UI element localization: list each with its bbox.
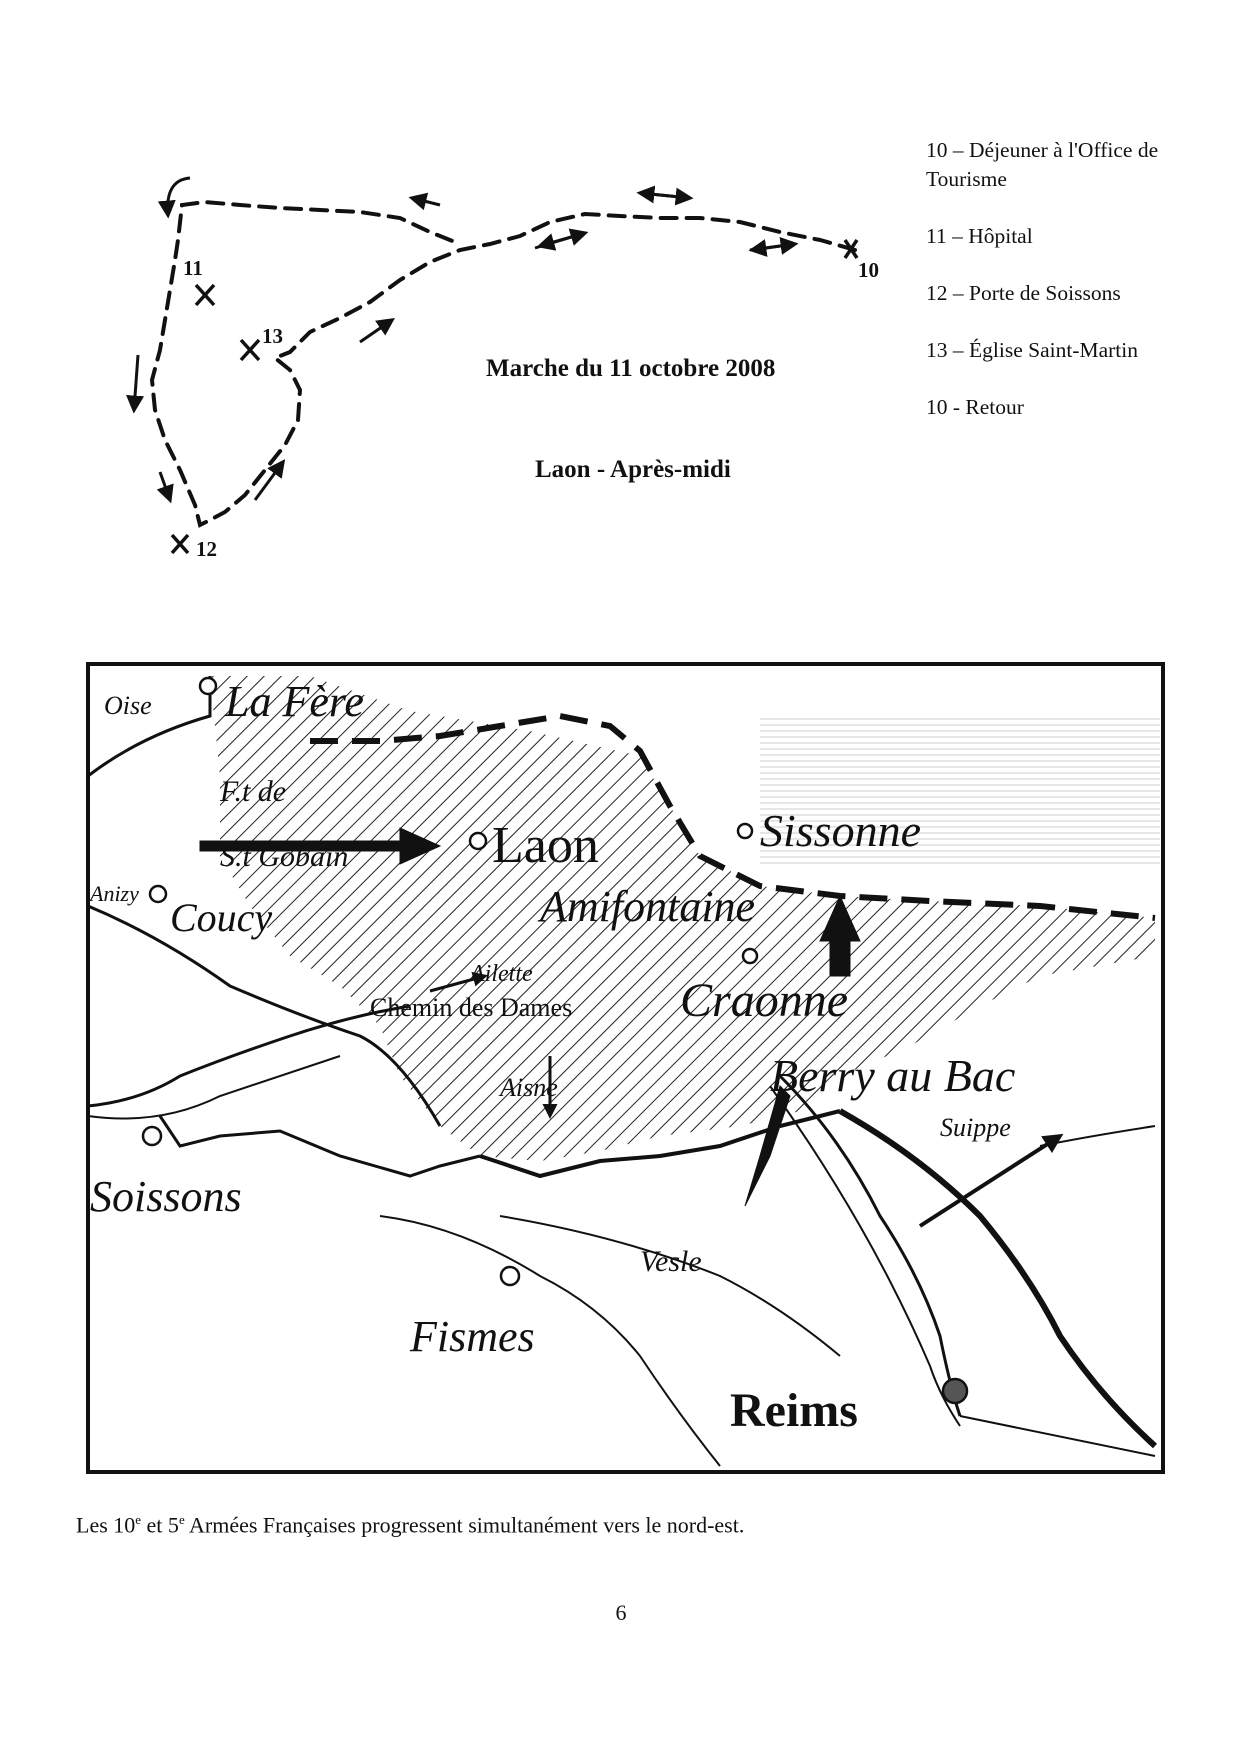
label-aisne: Aisne	[500, 1073, 558, 1102]
caption-mid: et 5	[141, 1512, 179, 1538]
marker-12: 12	[196, 537, 217, 561]
marker-11: 11	[183, 256, 203, 280]
legend-item: 10 - Retour	[926, 395, 1024, 419]
caption-sup1: e	[135, 1512, 142, 1527]
legend-item: 10 – Déjeuner à l'Office de Tourisme	[926, 138, 1159, 191]
legend-item: 11 – Hôpital	[926, 224, 1033, 248]
label-reims: Reims	[730, 1384, 858, 1437]
label-berry-au-bac: Berry au Bac	[770, 1050, 1016, 1101]
label-laon: Laon	[492, 817, 599, 874]
label-soissons: Soissons	[90, 1172, 242, 1221]
caption-pre: Les 10	[76, 1512, 136, 1538]
legend-item: 13 – Église Saint-Martin	[926, 338, 1138, 362]
label-la-fere: La Fère	[225, 677, 364, 726]
label-coucy: Coucy	[170, 895, 273, 940]
label-anizy: Anizy	[90, 881, 139, 906]
label-craonne: Craonne	[680, 974, 848, 1027]
label-oise: Oise	[104, 691, 152, 720]
label-foret: F.t de	[220, 775, 287, 808]
label-fismes: Fismes	[410, 1312, 535, 1361]
route-title: Marche du 11 octobre 2008	[486, 355, 776, 382]
historical-map	[80, 656, 1170, 1476]
legend-item: 12 – Porte de Soissons	[926, 281, 1121, 305]
label-vesle: Vesle	[640, 1245, 702, 1278]
map-caption	[76, 1512, 744, 1538]
label-chemin-des-dames: Chemin des Dames	[370, 993, 573, 1022]
page-number: 6	[615, 1600, 627, 1625]
label-amifontaine: Amifontaine	[540, 882, 756, 931]
label-sissonne: Sissonne	[760, 805, 921, 856]
marker-10: 10	[858, 258, 879, 282]
marker-13: 13	[262, 324, 283, 348]
caption-post: Armées Françaises progressent simultanément vers le nord-est.	[184, 1512, 745, 1538]
label-suippe: Suippe	[940, 1113, 1011, 1142]
route-subtitle: Laon - Après-midi	[535, 456, 731, 483]
caption-sup2: e	[178, 1512, 185, 1527]
label-ailette: Ailette	[470, 961, 533, 987]
legend	[926, 136, 1176, 450]
route-x-marks	[172, 240, 857, 553]
route-arrows	[134, 178, 795, 500]
route-sketch	[0, 0, 900, 600]
label-st-gobain: S.t Gobain	[220, 840, 349, 873]
